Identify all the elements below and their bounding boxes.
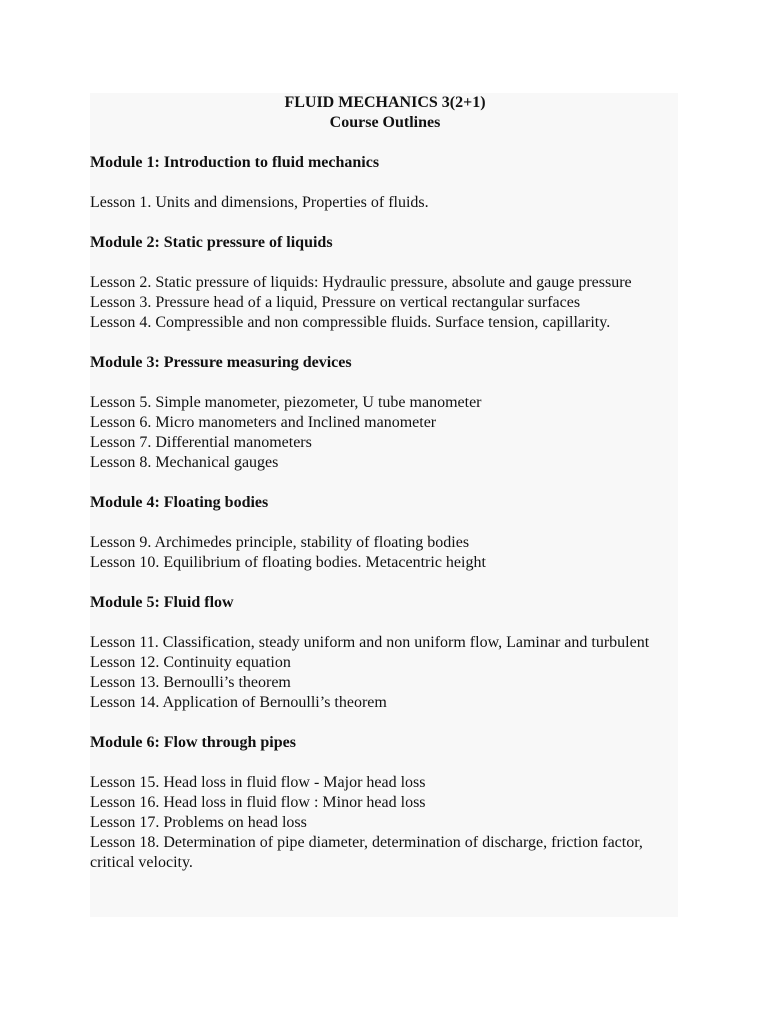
lesson-item: Lesson 15. Head loss in fluid flow - Major head loss [90, 774, 426, 791]
lesson-item: Lesson 5. Simple manometer, piezometer, U tube manometer [90, 394, 482, 411]
module-heading: Module 1: Introduction to fluid mechanics [90, 154, 380, 171]
module-heading: Module 6: Flow through pipes [90, 734, 296, 751]
document-content [90, 93, 680, 873]
lesson-item: Lesson 1. Units and dimensions, Properties of fluids. [90, 194, 429, 211]
lesson-item: Lesson 13. Bernoulli’s theorem [90, 674, 291, 691]
lesson-item: Lesson 10. Equilibrium of floating bodies. Metacentric height [90, 554, 486, 571]
lesson-item: Lesson 3. Pressure head of a liquid, Pressure on vertical rectangular surfaces [90, 294, 581, 311]
lesson-item: Lesson 17. Problems on head loss [90, 814, 307, 831]
lesson-item: Lesson 14. Application of Bernoulli’s theorem [90, 694, 387, 711]
lesson-item: Lesson 4. Compressible and non compressible fluids. Surface tension, capillarity. [90, 314, 611, 331]
module-heading: Module 4: Floating bodies [90, 494, 269, 511]
module-heading: Module 3: Pressure measuring devices [90, 354, 352, 371]
document-title: FLUID MECHANICS 3(2+1) [284, 94, 486, 111]
document-subtitle: Course Outlines [329, 114, 441, 131]
lesson-item: Lesson 6. Micro manometers and Inclined manometer [90, 414, 437, 431]
lesson-item: Lesson 16. Head loss in fluid flow : Minor head loss [90, 794, 426, 811]
module-heading: Module 2: Static pressure of liquids [90, 234, 333, 251]
lesson-item: Lesson 8. Mechanical gauges [90, 454, 279, 471]
lesson-item: Lesson 9. Archimedes principle, stability of floating bodies [90, 534, 470, 551]
lesson-item: Lesson 11. Classification, steady uniform and non uniform flow, Laminar and turbulent [90, 634, 650, 651]
lesson-item: Lesson 2. Static pressure of liquids: Hydraulic pressure, absolute and gauge pressure [90, 274, 632, 291]
lesson-item: Lesson 12. Continuity equation [90, 654, 291, 671]
lesson-item: Lesson 7. Differential manometers [90, 434, 312, 451]
module-heading: Module 5: Fluid flow [90, 594, 234, 611]
lesson-item: Lesson 18. Determination of pipe diameter, determination of discharge, friction factor, critical velocity. [90, 834, 643, 871]
